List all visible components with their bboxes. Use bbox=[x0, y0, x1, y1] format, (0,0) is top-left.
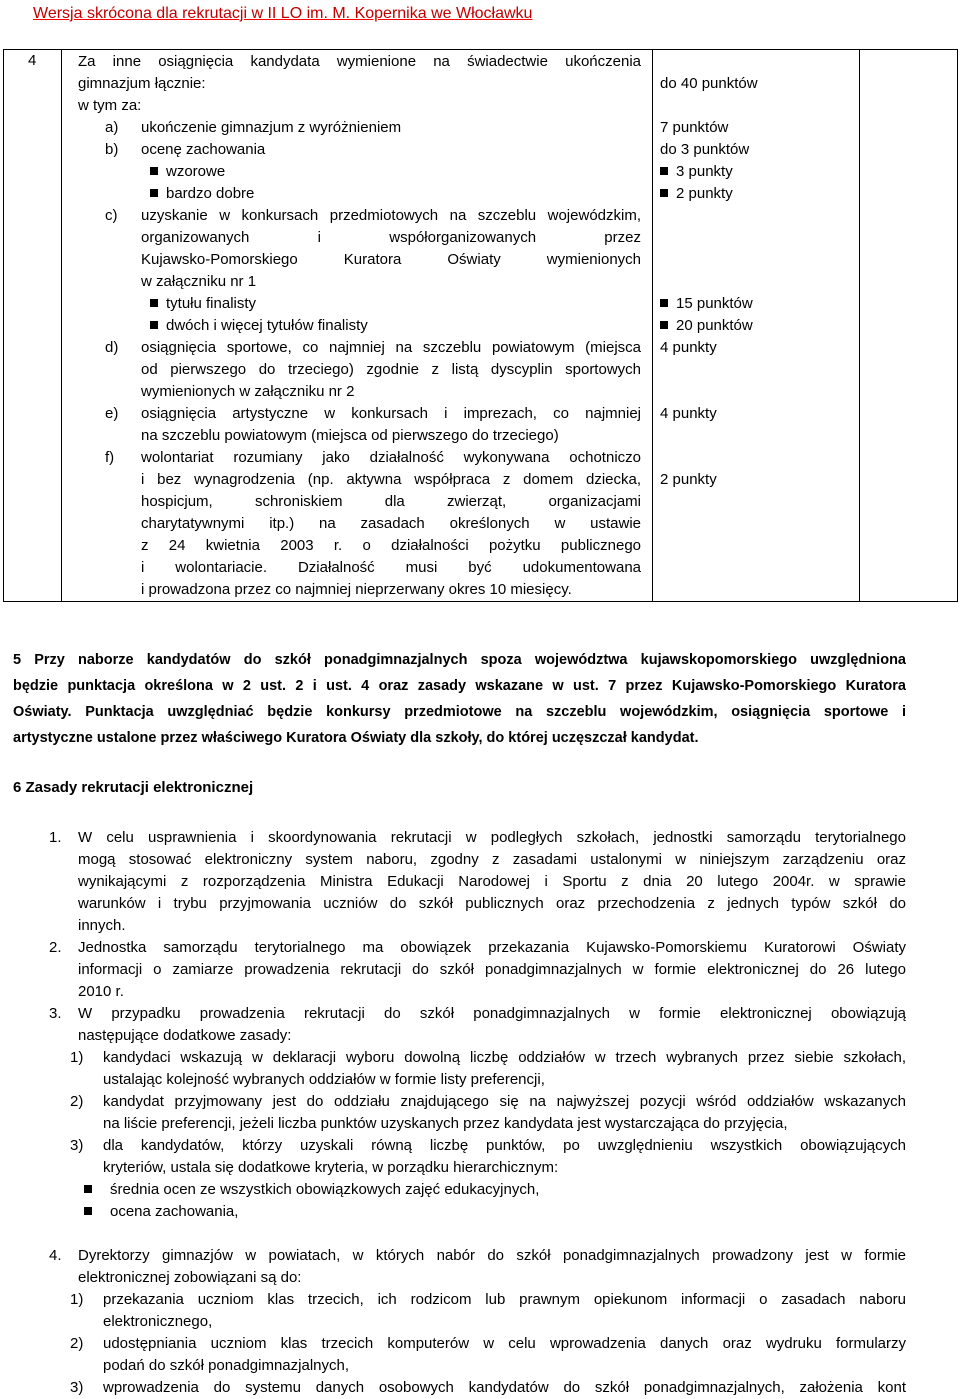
paragraph-line: W przypadku prowadzenia rekrutacji do szkół ponadgimnazjalnych w formie elektronicznej obowiązują bbox=[78, 1005, 906, 1022]
awarded-cell bbox=[860, 50, 958, 602]
list-number: 3. bbox=[49, 1005, 62, 1022]
item-text: osiągnięcia sportowe, co najmniej na szczeblu powiatowym (miejsca bbox=[141, 339, 641, 356]
paragraph-line: podań do szkół ponadgimnazjalnych, bbox=[103, 1357, 349, 1374]
bullet-item: ocena zachowania, bbox=[84, 1201, 238, 1223]
paragraph-line: elektronicznego, bbox=[103, 1313, 213, 1330]
bullet-item: średnia ocen ze wszystkich obowiązkowych zajęć edukacyjnych, bbox=[84, 1179, 539, 1201]
paragraph-line: mogą stosować elektroniczny system naboru, zgodny z zasadami ustalonymi w niniejszym zarządzeniu oraz bbox=[78, 851, 906, 868]
item-text: ocenę zachowania bbox=[141, 141, 266, 158]
sublist-number: 2) bbox=[70, 1335, 84, 1352]
section-5-line: artystyczne ustalone przez właściwego Kuratora Oświaty dla szkoły, do której uczęszczał kandydat. bbox=[13, 730, 699, 746]
list-number: 1. bbox=[49, 829, 62, 846]
paragraph-line: kryteriów, ustala się dodatkowe kryteria, w porządku hierarchicznym: bbox=[103, 1159, 559, 1176]
square-bullet-icon bbox=[150, 189, 158, 197]
item-text: ukończenie gimnazjum z wyróżnieniem bbox=[141, 119, 402, 136]
item-label: f) bbox=[105, 449, 115, 466]
intro-line: w tym za: bbox=[78, 97, 142, 114]
points-value: 7 punktów bbox=[660, 119, 729, 136]
item-label: c) bbox=[105, 207, 118, 224]
sub-item: wzorowe bbox=[150, 161, 225, 183]
paragraph-line: ustalając kolejność wybranych oddziałów w formie listy preferencji, bbox=[103, 1071, 545, 1088]
item-text: w załączniku nr 1 bbox=[141, 273, 257, 290]
points-value: 2 punkty bbox=[660, 471, 717, 488]
square-bullet-icon bbox=[660, 321, 668, 329]
item-text: i wolontariacie. Działalność musi być udokumentowana bbox=[141, 559, 641, 576]
item-text: i prowadzona przez co najmniej nieprzerwany okres 10 miesięcy. bbox=[141, 581, 572, 598]
paragraph-line: Jednostka samorządu terytorialnego ma obowiązek przekazania Kujawsko-Pomorskiemu Kuratorowi Oświaty bbox=[78, 939, 906, 956]
square-bullet-icon bbox=[84, 1185, 92, 1193]
intro-line: Za inne osiągnięcia kandydata wymienione na świadectwie ukończenia bbox=[78, 53, 641, 70]
sub-item: tytułu finalisty bbox=[150, 293, 256, 315]
square-bullet-icon bbox=[660, 167, 668, 175]
paragraph-line: udostępniania uczniom klas trzecich komputerów w celu wprowadzenia danych oraz wydruku formularzy bbox=[103, 1335, 906, 1352]
item-text: wymienionych w załączniku nr 2 bbox=[141, 383, 355, 400]
intro-line: gimnazjum łącznie: bbox=[78, 75, 206, 92]
sub-item: bardzo dobre bbox=[150, 183, 254, 205]
paragraph-line: informacji o zamiarze prowadzenia rekrutacji do szkół ponadgimnazjalnych w formie elektronicznej do 26 lutego bbox=[78, 961, 906, 978]
section-5-line: Oświaty. Punktacja uwzględniać będzie konkursy przedmiotowe na szczeblu wojewódzkim, osiągnięcia sportowe i bbox=[13, 704, 906, 720]
item-text: organizowanych i współorganizowanych przez bbox=[141, 229, 641, 246]
item-text: i bez wynagrodzenia (np. aktywna współpraca z domem dziecka, bbox=[141, 471, 641, 488]
square-bullet-icon bbox=[660, 189, 668, 197]
item-label: b) bbox=[105, 141, 119, 158]
sublist-number: 3) bbox=[70, 1379, 84, 1396]
paragraph-line: W celu usprawnienia i skoordynowania rekrutacji w podległych szkołach, jednostki samorządu terytorialnego bbox=[78, 829, 906, 846]
paragraph-line: na liście preferencji, jeżeli liczba punktów uzyskanych przez kandydata jest wystarczająca do przyjęcia, bbox=[103, 1115, 788, 1132]
sublist-number: 1) bbox=[70, 1291, 84, 1308]
points-value: 4 punkty bbox=[660, 339, 717, 356]
item-text: hospicjum, schroniskiem dla zwierząt, organizacjami bbox=[141, 493, 641, 510]
item-label: a) bbox=[105, 119, 119, 136]
paragraph-line: kandydat przyjmowany jest do oddziału znajdującego się na najwyższej pozycji wśród oddziałów wskazanych bbox=[103, 1093, 906, 1110]
paragraph-line: 2010 r. bbox=[78, 983, 124, 1000]
document-header: Wersja skrócona dla rekrutacji w II LO im. M. Kopernika we Włocławku bbox=[33, 5, 533, 22]
paragraph-line: następujące dodatkowe zasady: bbox=[78, 1027, 292, 1044]
sublist-number: 3) bbox=[70, 1137, 84, 1154]
item-text: na szczeblu powiatowym (miejsca od pierwszego do trzeciego) bbox=[141, 427, 559, 444]
section-5-line: będzie punktacja określona w 2 ust. 2 i ust. 4 oraz zasady wskazane w ust. 7 przez Kujawsko-Pomorskiego Kuratora bbox=[13, 678, 906, 694]
sublist-number: 1) bbox=[70, 1049, 84, 1066]
paragraph-line: kandydaci wskazują w deklaracji wyboru dowolną liczbę oddziałów w trzech wybranych przez siebie szkołach, bbox=[103, 1049, 906, 1066]
item-text: Kujawsko-Pomorskiego Kuratora Oświaty wymienionych bbox=[141, 251, 641, 268]
paragraph-line: warunków i trybu przyjmowania uczniów do szkół publicznych oraz przechodzenia z jednych typów szkół do bbox=[78, 895, 906, 912]
paragraph-line: Dyrektorzy gimnazjów w powiatach, w których nabór do szkół ponadgimnazjalnych prowadzony jest w formie bbox=[78, 1247, 906, 1264]
points-value: 20 punktów bbox=[660, 315, 753, 337]
sub-item: dwóch i więcej tytułów finalisty bbox=[150, 315, 368, 337]
paragraph-line: innych. bbox=[78, 917, 126, 934]
item-text: od pierwszego do trzeciego) zgodnie z listą dyscyplin sportowych bbox=[141, 361, 641, 378]
points-value: do 40 punktów bbox=[660, 75, 758, 92]
row-number: 4 bbox=[28, 52, 37, 69]
paragraph-line: wprowadzenia do systemu danych osobowych kandydatów do szkół ponadgimnazjalnych, założenia kont bbox=[103, 1379, 906, 1396]
points-value: 15 punktów bbox=[660, 293, 753, 315]
item-label: d) bbox=[105, 339, 119, 356]
square-bullet-icon bbox=[150, 167, 158, 175]
section-6-title: 6 Zasady rekrutacji elektronicznej bbox=[13, 779, 254, 796]
square-bullet-icon bbox=[150, 299, 158, 307]
section-5-line: 5 Przy naborze kandydatów do szkół ponadgimnazjalnych spoza województwa kujawskopomorskiego uwzględniona bbox=[13, 652, 906, 668]
item-text: osiągnięcia artystyczne w konkursach i imprezach, co najmniej bbox=[141, 405, 641, 422]
paragraph-line: dla kandydatów, którzy uzyskali równą liczbę punktów, po uwzględnieniu wszystkich obowiązujących bbox=[103, 1137, 906, 1154]
paragraph-line: elektronicznej zobowiązani są do: bbox=[78, 1269, 302, 1286]
points-value: 4 punkty bbox=[660, 405, 717, 422]
item-text: z 24 kwietnia 2003 r. o działalności pożytku publicznego bbox=[141, 537, 641, 554]
item-text: charytatywnymi itp.) na zasadach określonych w ustawie bbox=[141, 515, 641, 532]
square-bullet-icon bbox=[660, 299, 668, 307]
item-text: wolontariat rozumiany jako działalność wykonywana ochotniczo bbox=[141, 449, 641, 466]
square-bullet-icon bbox=[84, 1207, 92, 1215]
points-value: do 3 punktów bbox=[660, 141, 750, 158]
item-label: e) bbox=[105, 405, 119, 422]
item-text: uzyskanie w konkursach przedmiotowych na szczeblu wojewódzkim, bbox=[141, 207, 641, 224]
paragraph-line: przekazania uczniom klas trzecich, ich rodzicom lub prawnym opiekunom informacji o zasadach naboru bbox=[103, 1291, 906, 1308]
square-bullet-icon bbox=[150, 321, 158, 329]
paragraph-line: wynikającymi z rozporządzenia Ministra Edukacji Narodowej i Sportu z dnia 20 lutego 2004r. w sprawie bbox=[78, 873, 906, 890]
points-value: 2 punkty bbox=[660, 183, 733, 205]
row-number-cell bbox=[4, 50, 62, 602]
sublist-number: 2) bbox=[70, 1093, 84, 1110]
points-value: 3 punkty bbox=[660, 161, 733, 183]
list-number: 4. bbox=[49, 1247, 62, 1264]
list-number: 2. bbox=[49, 939, 62, 956]
